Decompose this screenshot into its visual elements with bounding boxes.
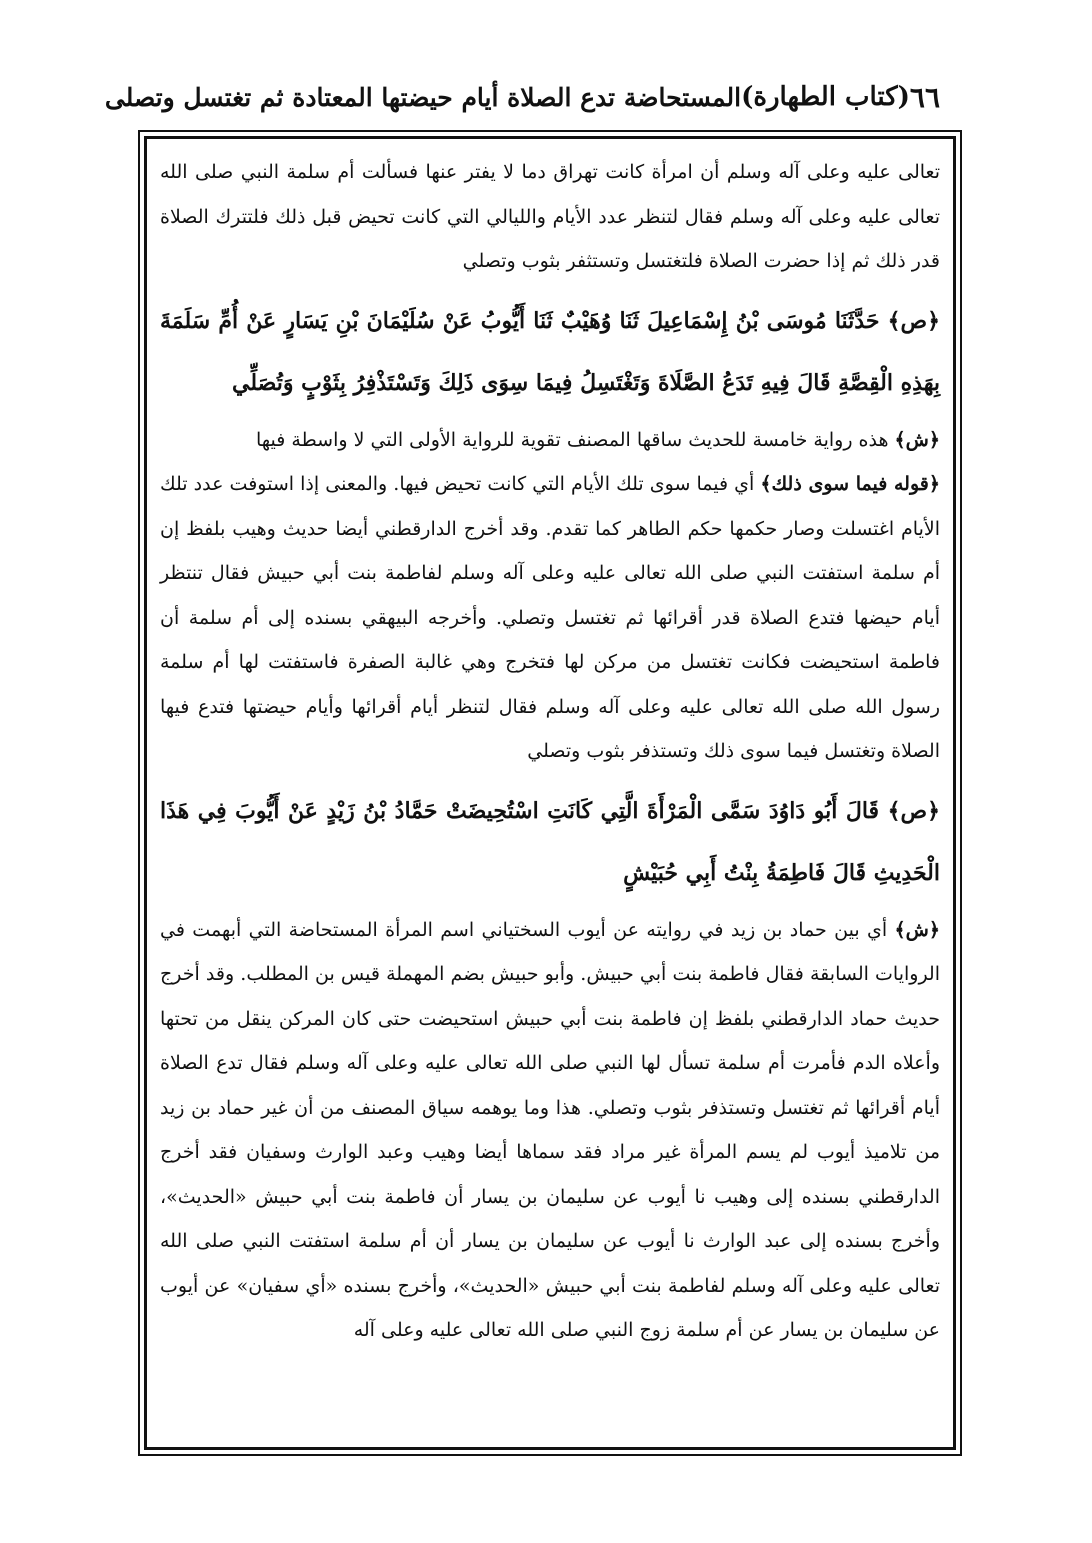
hadith-text <box>160 780 940 904</box>
sharh-marker: ﴿ش﴾ <box>894 428 940 451</box>
matn-text: قَالَ أَبُو دَاوُدَ سَمَّى الْمَرْأَةَ الَّتِي كَانَتِ اسْتُحِيضَتْ حَمَّادُ بْنُ زَيْدٍ عَنْ أَيُّوبَ فِي هَذَا الْحَدِيثِ قَالَ فَاطِمَةُ بِنْتُ أَبِي حُبَيْشٍ <box>160 797 940 886</box>
page-number: ٦٦ <box>909 80 940 114</box>
hadith-text <box>160 290 940 414</box>
commentary-text: تعالى عليه وعلى آله وسلم أن امرأة كانت تهراق دما لا يفتر عنها فسألت أم سلمة النبي صلى الله تعالى عليه وعلى آله وسلم فقال لتنظر عدد الأيام والليالي التي كانت تحيض قبل ذلك فلتترك الصلاة قدر ذلك ثم إذا حضرت الصلاة فلتغتسل وتستثفر بثوب وتصلي <box>160 161 940 272</box>
running-head <box>104 72 940 122</box>
commentary-continuation <box>160 150 940 284</box>
matn-marker: ﴿ص﴾ <box>887 307 940 334</box>
lemma-quote: ﴿قوله فيما سوى ذلك﴾ <box>760 473 940 495</box>
commentary-paragraph <box>160 908 940 1353</box>
matn-marker: ﴿ص﴾ <box>887 797 940 824</box>
section-topic: المستحاضة تدع الصلاة أيام حيضتها المعتادة ثم تغتسل وتصلى <box>104 82 742 112</box>
commentary-paragraph <box>160 418 940 463</box>
commentary-text: هذه رواية خامسة للحديث ساقها المصنف تقوية للرواية الأولى التي لا واسطة فيها <box>256 428 889 451</box>
sharh-marker: ﴿ش﴾ <box>894 918 940 941</box>
book-title: (كتاب الطهارة) <box>741 82 910 112</box>
page-body <box>160 150 940 1353</box>
commentary-paragraph <box>160 462 940 774</box>
commentary-text: أي بين حماد بن زيد في روايته عن أيوب السختياني اسم المرأة المستحاضة التي أبهمت في الروايات السابقة فقال فاطمة بنت أبي حبيش. وأبو حبيش بضم المهملة قيس بن المطلب. وقد أخرج حديث حماد الدارقطني بلفظ إن فاطمة بنت أبي حبيش استحيضت حتى كان المركن ينقل من تحتها وأعلاه الدم فأمرت أم سلمة تسأل لها النبي صلى الله تعالى عليه وعلى آله وسلم فقال تدع الصلاة أيام أقرائها ثم تغتسل وتستذفر بثوب وتصلي. هذا وما يوهمه سياق المصنف من أن غير حماد بن زيد من تلاميذ أيوب لم يسم المرأة غير مراد فقد سماها أيضا وهيب وعبد الوارث وسفيان فقد أخرج الدارقطني بسنده إلى وهيب نا أيوب عن سليمان بن يسار أن فاطمة بنت أبي حبيش «الحديث»، وأخرج بسنده إلى عبد الوارث نا أيوب عن سليمان بن يسار أن أم سلمة استفتت النبي صلى الله تعالى عليه وعلى آله وسلم لفاطمة بنت أبي حبيش «الحديث»، وأخرج بسنده «أي سفيان» عن أيوب عن سليمان بن يسار عن أم سلمة زوج النبي صلى الله تعالى عليه وعلى آله <box>160 918 940 1341</box>
commentary-text: أي فيما سوى تلك الأيام التي كانت تحيض فيها. والمعنى إذا استوفت عدد تلك الأيام اغتسلت وصار حكمها حكم الطاهر كما تقدم. وقد أخرج الدارقطني أيضا حديث وهيب بلفظ إن أم سلمة استفتت النبي صلى الله تعالى عليه وعلى آله وسلم لفاطمة بنت أبي حبيش فقال تنتظر أيام حيضها فتدع الصلاة قدر أقرائها ثم تغتسل وتصلي. وأخرجه البيهقي بسنده إلى أم سلمة أن فاطمة استحيضت فكانت تغتسل من مركن لها فتخرج وهي غالبة الصفرة فاستفتت لها أم سلمة رسول الله صلى الله تعالى عليه وعلى آله وسلم فقال لتنظر أيام أقرائها وأيام حيضتها فتدع فيها الصلاة وتغتسل فيما سوى ذلك وتستذفر بثوب وتصلي <box>160 473 940 762</box>
matn-text: حَدَّثَنَا مُوسَى بْنُ إِسْمَاعِيلَ ثَنَا وُهَيْبٌ ثَنَا أَيُّوبُ عَنْ سُلَيْمَانَ بْنِ يَسَارٍ عَنْ أُمِّ سَلَمَةَ بِهَذِهِ الْقِصَّةِ قَالَ فِيهِ تَدَعُ الصَّلَاةَ وَتَغْتَسِلُ فِيمَا سِوَى ذَلِكَ وَتَسْتَذْفِرُ بِثَوْبٍ وَتُصَلِّي <box>160 307 940 396</box>
